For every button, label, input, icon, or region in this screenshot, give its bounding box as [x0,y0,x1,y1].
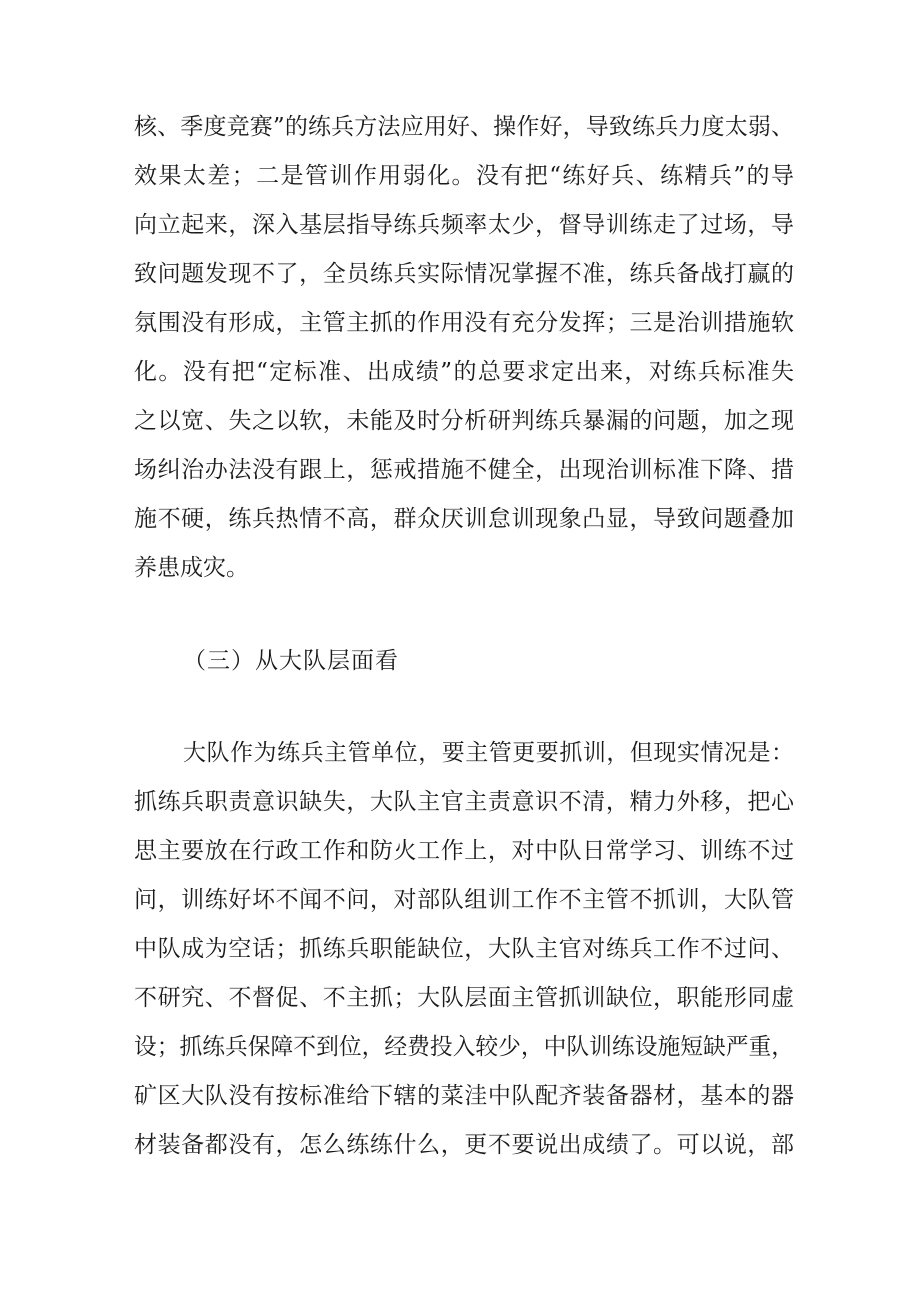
paragraph-1-line-2: 效果太差；二是管训作用弱化。没有把“练好兵、练精兵”的导 [134,163,794,189]
paragraph-2-line-2: 抓练兵职责意识缺失，大队主官主责意识不清，精力外移，把心 [134,789,794,815]
paragraph-1-line-3: 向立起来，深入基层指导练兵频率太少，督导训练走了过场，导 [134,212,794,238]
paragraph-2-line-7: 设；抓练兵保障不到位，经费投入较少，中队训练设施短缺严重， [134,1034,794,1060]
paragraph-2-line-1: 大队作为练兵主管单位，要主管更要抓训，但现实情况是： [183,740,794,766]
paragraph-1-line-1: 核、季度竞赛”的练兵方法应用好、操作好，导致练兵力度太弱、 [134,114,794,140]
paragraph-1-line-4: 致问题发现不了，全员练兵实际情况掌握不准，练兵备战打赢的 [134,261,794,287]
paragraph-1-line-5: 氛围没有形成，主管主抓的作用没有充分发挥；三是治训措施软 [134,310,794,336]
paragraph-1-line-8: 场纠治办法没有跟上，惩戒措施不健全，出现治训标准下降、措 [134,457,794,483]
paragraph-1-line-6: 化。没有把“定标准、出成绩”的总要求定出来，对练兵标准失 [134,359,794,385]
paragraph-1-line-7: 之以宽、失之以软，未能及时分析研判练兵暴漏的问题，加之现 [134,408,794,434]
paragraph-1-line-9: 施不硬，练兵热情不高，群众厌训怠训现象凸显，导致问题叠加 [134,506,794,532]
paragraph-2-line-4: 问，训练好坏不闻不问，对部队组训工作不主管不抓训，大队管 [134,887,794,913]
section-heading: （三）从大队层面看 [183,648,399,674]
paragraph-2-line-8: 矿区大队没有按标准给下辖的菜洼中队配齐装备器材，基本的器 [134,1083,794,1109]
paragraph-2-line-5: 中队成为空话；抓练兵职能缺位，大队主官对练兵工作不过问、 [134,936,794,962]
paragraph-1-line-10: 养患成灾。 [134,555,249,581]
paragraph-2-line-3: 思主要放在行政工作和防火工作上，对中队日常学习、训练不过 [134,838,794,864]
paragraph-2-line-6: 不研究、不督促、不主抓；大队层面主管抓训缺位，职能形同虚 [134,985,794,1011]
paragraph-2-line-9: 材装备都没有，怎么练练什么，更不要说出成绩了。可以说，部 [134,1132,794,1158]
